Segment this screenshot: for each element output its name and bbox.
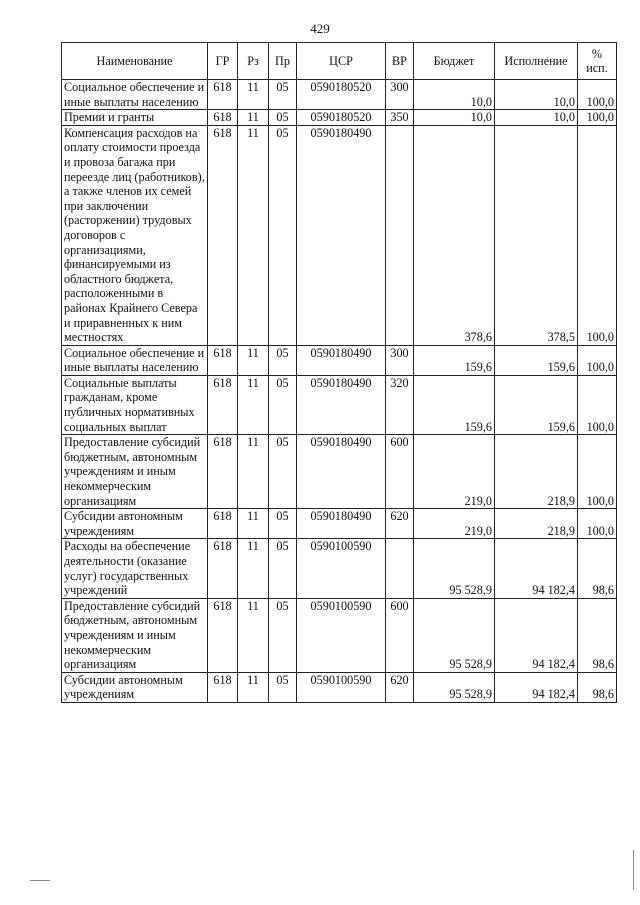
table-row: [62, 435, 617, 509]
row-gr: 618: [208, 125, 238, 345]
row-pct: 100,0: [578, 110, 617, 126]
row-csr: 0590180490: [297, 375, 386, 434]
col-header-csr: ЦСР: [297, 43, 386, 80]
table-header-row: [62, 43, 617, 80]
row-name: Расходы на обеспечение деятельности (оказание услуг) государственных учреждений: [62, 539, 208, 598]
row-execution: 94 182,4: [495, 539, 578, 598]
row-gr: 618: [208, 672, 238, 702]
row-vr: 300: [386, 80, 414, 110]
row-gr: 618: [208, 80, 238, 110]
col-header-gr: ГР: [208, 43, 238, 80]
row-name: Социальное обеспечение и иные выплаты населению: [62, 345, 208, 375]
col-header-budget: Бюджет: [414, 43, 495, 80]
row-rz: 11: [238, 672, 269, 702]
row-csr: 0590180490: [297, 509, 386, 539]
row-gr: 618: [208, 435, 238, 509]
row-pr: 05: [269, 110, 297, 126]
row-pct: 100,0: [578, 345, 617, 375]
row-vr: 350: [386, 110, 414, 126]
row-rz: 11: [238, 435, 269, 509]
col-header-rz: Рз: [238, 43, 269, 80]
row-execution: 94 182,4: [495, 672, 578, 702]
row-gr: 618: [208, 110, 238, 126]
row-vr: [386, 539, 414, 598]
table-row: [62, 375, 617, 434]
col-header-name: Наименование: [62, 43, 208, 80]
row-name: Предоставление субсидий бюджетным, автономным учреждениям и иным некоммерческим организациям: [62, 598, 208, 672]
row-rz: 11: [238, 539, 269, 598]
row-name: Субсидии автономным учреждениям: [62, 672, 208, 702]
row-execution: 218,9: [495, 435, 578, 509]
row-csr: 0590180490: [297, 435, 386, 509]
table-row: [62, 110, 617, 126]
row-rz: 11: [238, 509, 269, 539]
row-name: Компенсация расходов на оплату стоимости проезда и провоза багажа при переезде лиц (работников), а также членов их семей при заключении (расторжении) трудовых договоров с организациями, финансируемыми из областного бюджета, расположенными в районах Крайнего Севера и приравненных к ним местностях: [62, 125, 208, 345]
row-csr: 0590180520: [297, 110, 386, 126]
row-pct: 98,6: [578, 672, 617, 702]
row-name: Премии и гранты: [62, 110, 208, 126]
row-execution: 159,6: [495, 375, 578, 434]
table-row: [62, 672, 617, 702]
row-pct: 100,0: [578, 375, 617, 434]
row-pr: 05: [269, 80, 297, 110]
table-row: [62, 509, 617, 539]
row-budget: 95 528,9: [414, 539, 495, 598]
row-gr: 618: [208, 539, 238, 598]
row-vr: 300: [386, 345, 414, 375]
row-execution: 218,9: [495, 509, 578, 539]
row-budget: 219,0: [414, 509, 495, 539]
row-execution: 159,6: [495, 345, 578, 375]
row-pr: 05: [269, 672, 297, 702]
row-budget: 378,6: [414, 125, 495, 345]
table-row: [62, 345, 617, 375]
row-gr: 618: [208, 598, 238, 672]
row-pct: 100,0: [578, 125, 617, 345]
row-name: Социальные выплаты гражданам, кроме публичных нормативных социальных выплат: [62, 375, 208, 434]
row-budget: 10,0: [414, 110, 495, 126]
table-row: [62, 80, 617, 110]
row-pr: 05: [269, 539, 297, 598]
row-pr: 05: [269, 509, 297, 539]
budget-execution-table: [61, 42, 617, 703]
table-row: [62, 598, 617, 672]
row-gr: 618: [208, 375, 238, 434]
scan-edge-mark: [30, 880, 50, 881]
page-number: 429: [310, 21, 330, 36]
row-pr: 05: [269, 435, 297, 509]
pct-label: исп.: [586, 61, 608, 75]
scan-edge-mark: [633, 850, 634, 890]
row-pct: 100,0: [578, 509, 617, 539]
row-pct: 100,0: [578, 435, 617, 509]
row-vr: 320: [386, 375, 414, 434]
pct-symbol: %: [591, 47, 603, 61]
row-rz: 11: [238, 375, 269, 434]
row-budget: 159,6: [414, 375, 495, 434]
row-csr: 0590100590: [297, 672, 386, 702]
row-gr: 618: [208, 509, 238, 539]
row-vr: [386, 125, 414, 345]
row-vr: 620: [386, 672, 414, 702]
row-execution: 10,0: [495, 110, 578, 126]
row-pct: 100,0: [578, 80, 617, 110]
row-name: Социальное обеспечение и иные выплаты населению: [62, 80, 208, 110]
row-pr: 05: [269, 375, 297, 434]
row-pct: 98,6: [578, 598, 617, 672]
row-csr: 0590100590: [297, 539, 386, 598]
row-csr: 0590180490: [297, 125, 386, 345]
row-csr: 0590100590: [297, 598, 386, 672]
row-execution: 94 182,4: [495, 598, 578, 672]
col-header-pct: [578, 43, 617, 80]
col-header-pr: Пр: [269, 43, 297, 80]
row-budget: 219,0: [414, 435, 495, 509]
row-name: Предоставление субсидий бюджетным, автономным учреждениям и иным некоммерческим организациям: [62, 435, 208, 509]
col-header-vr: ВР: [386, 43, 414, 80]
row-pct: 98,6: [578, 539, 617, 598]
row-rz: 11: [238, 110, 269, 126]
row-budget: 10,0: [414, 80, 495, 110]
table-row: [62, 539, 617, 598]
row-vr: 620: [386, 509, 414, 539]
row-budget: 95 528,9: [414, 598, 495, 672]
row-pr: 05: [269, 125, 297, 345]
row-pr: 05: [269, 598, 297, 672]
row-rz: 11: [238, 345, 269, 375]
row-budget: 95 528,9: [414, 672, 495, 702]
row-rz: 11: [238, 125, 269, 345]
row-rz: 11: [238, 598, 269, 672]
table-row: [62, 125, 617, 345]
row-rz: 11: [238, 80, 269, 110]
row-execution: 10,0: [495, 80, 578, 110]
row-vr: 600: [386, 435, 414, 509]
row-name: Субсидии автономным учреждениям: [62, 509, 208, 539]
row-execution: 378,5: [495, 125, 578, 345]
row-budget: 159,6: [414, 345, 495, 375]
row-gr: 618: [208, 345, 238, 375]
row-csr: 0590180520: [297, 80, 386, 110]
row-vr: 600: [386, 598, 414, 672]
row-csr: 0590180490: [297, 345, 386, 375]
col-header-execution: Исполнение: [495, 43, 578, 80]
row-pr: 05: [269, 345, 297, 375]
